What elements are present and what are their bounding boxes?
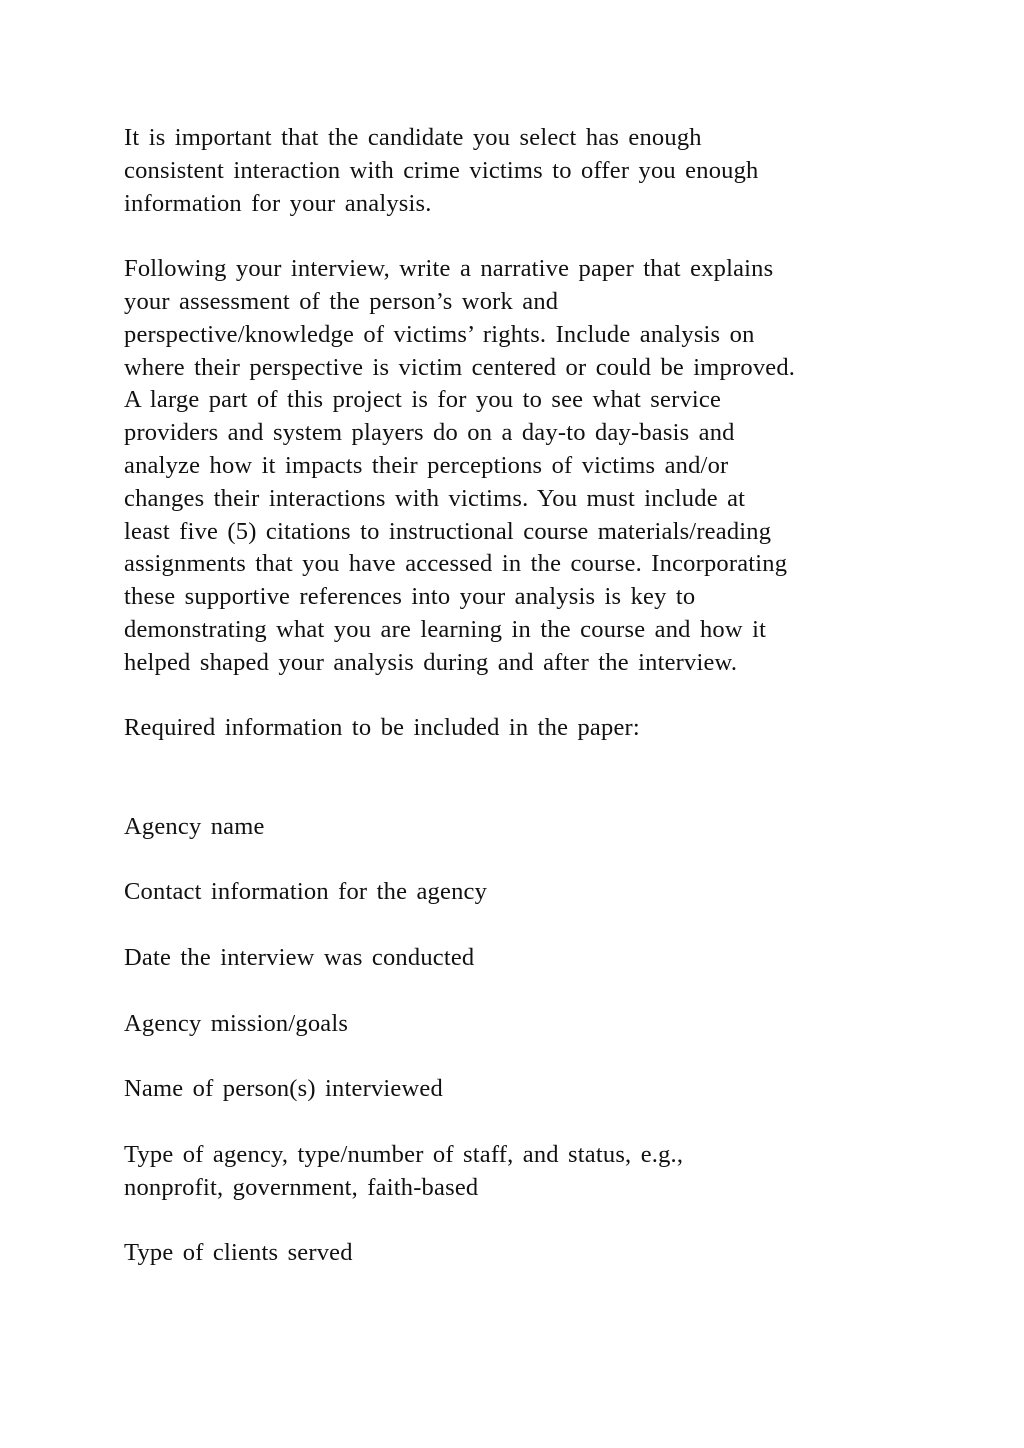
text-line: helped shaped your analysis during and after the interview. xyxy=(124,648,738,676)
paragraph-candidate-selection xyxy=(124,122,924,220)
text-line: Type of clients served xyxy=(124,1239,353,1267)
text-line: Type of agency, type/number of staff, and status, e.g., xyxy=(124,1140,684,1168)
text-line: consistent interaction with crime victims to offer you enough xyxy=(124,156,759,184)
required-item-mission-goals xyxy=(124,1008,924,1041)
text-line: information for your analysis. xyxy=(124,189,432,217)
text-line: Agency name xyxy=(124,812,265,840)
document-body xyxy=(124,122,924,1303)
text-line: Agency mission/goals xyxy=(124,1009,349,1037)
text-line: least five (5) citations to instructional course materials/reading xyxy=(124,517,772,545)
text-line: nonprofit, government, faith-based xyxy=(124,1173,479,1201)
text-line: Following your interview, write a narrative paper that explains xyxy=(124,255,774,283)
text-line: A large part of this project is for you to see what service xyxy=(124,386,722,414)
text-line: Required information to be included in the paper: xyxy=(124,714,640,742)
text-line: your assessment of the person’s work and xyxy=(124,287,559,315)
text-line: Name of person(s) interviewed xyxy=(124,1075,443,1103)
blank-spacer xyxy=(124,778,924,811)
text-line: perspective/knowledge of victims’ rights. Include analysis on xyxy=(124,320,755,348)
text-line: Date the interview was conducted xyxy=(124,943,475,971)
text-line: providers and system players do on a day-to day-basis and xyxy=(124,419,735,447)
text-line: where their perspective is victim centered or could be improved. xyxy=(124,353,796,381)
required-item-agency-name xyxy=(124,811,924,844)
paragraph-narrative-instructions xyxy=(124,253,924,679)
required-item-clients-served xyxy=(124,1237,924,1270)
text-line: analyze how it impacts their perceptions of victims and/or xyxy=(124,451,729,479)
text-line: It is important that the candidate you select has enough xyxy=(124,124,702,151)
required-item-agency-type-staff-status xyxy=(124,1139,924,1205)
text-line: these supportive references into your analysis is key to xyxy=(124,583,696,611)
required-item-interview-date xyxy=(124,942,924,975)
required-item-contact-information xyxy=(124,876,924,909)
text-line: changes their interactions with victims. You must include at xyxy=(124,484,746,512)
text-line: Contact information for the agency xyxy=(124,878,488,906)
text-line: demonstrating what you are learning in the course and how it xyxy=(124,615,767,643)
required-item-persons-interviewed xyxy=(124,1073,924,1106)
paragraph-required-info-heading xyxy=(124,712,924,745)
text-line: assignments that you have accessed in the course. Incorporating xyxy=(124,550,788,578)
